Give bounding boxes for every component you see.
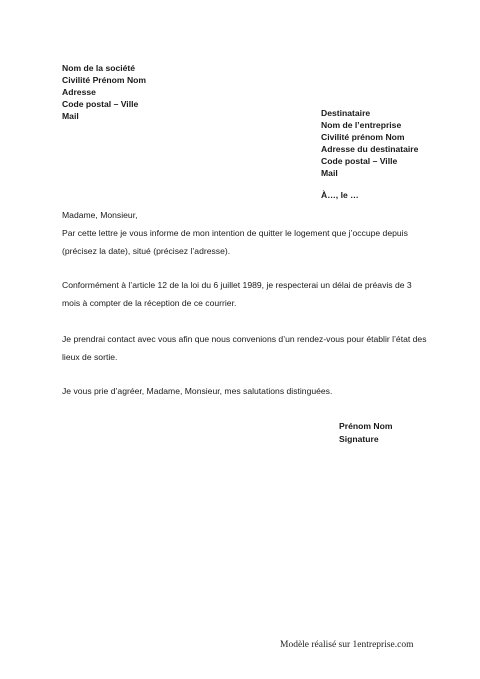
sender-address: Adresse [62,87,96,97]
letter-paragraph-notice: Par cette lettre je vous informe de mon intention de quitter le logement que j’occupe depuis (précisez la date), situé (précisez l’adresse). [62,228,408,256]
recipient-block [321,107,418,179]
recipient-mail: Mail [321,168,338,178]
letter-paragraph-notice-period: Conformément à l’article 12 de la loi du 6 juillet 1989, je respecterai un délai de préavis de 3 mois à compter de la réception de ce courrier. [62,280,412,308]
recipient-label: Destinataire [321,108,371,118]
recipient-address: Adresse du destinataire [321,144,419,154]
recipient-name: Civilité prénom Nom [321,132,405,142]
recipient-postal-city: Code postal – Ville [321,156,398,166]
signature-label: Signature [339,434,379,444]
signature-name: Prénom Nom [339,421,393,431]
sender-company: Nom de la société [62,63,136,73]
sender-name: Civilité Prénom Nom [62,75,147,85]
sender-block [62,62,146,122]
letter-paragraph-inspection: Je prendrai contact avec vous afin que nous convenions d’un rendez-vous pour établir l’état des lieux de sortie. [62,334,427,362]
letter-salutation: Madame, Monsieur, [62,210,138,220]
signature-block [339,420,392,446]
sender-postal-city: Code postal – Ville [62,99,139,109]
footer-credit: Modèle réalisé sur 1entreprise.com [280,640,414,650]
letter-closing: Je vous prie d’agréer, Madame, Monsieur, mes salutations distinguées. [62,386,333,396]
recipient-company: Nom de l’entreprise [321,120,402,130]
place-date: À…, le … [321,190,359,200]
sender-mail: Mail [62,111,79,121]
